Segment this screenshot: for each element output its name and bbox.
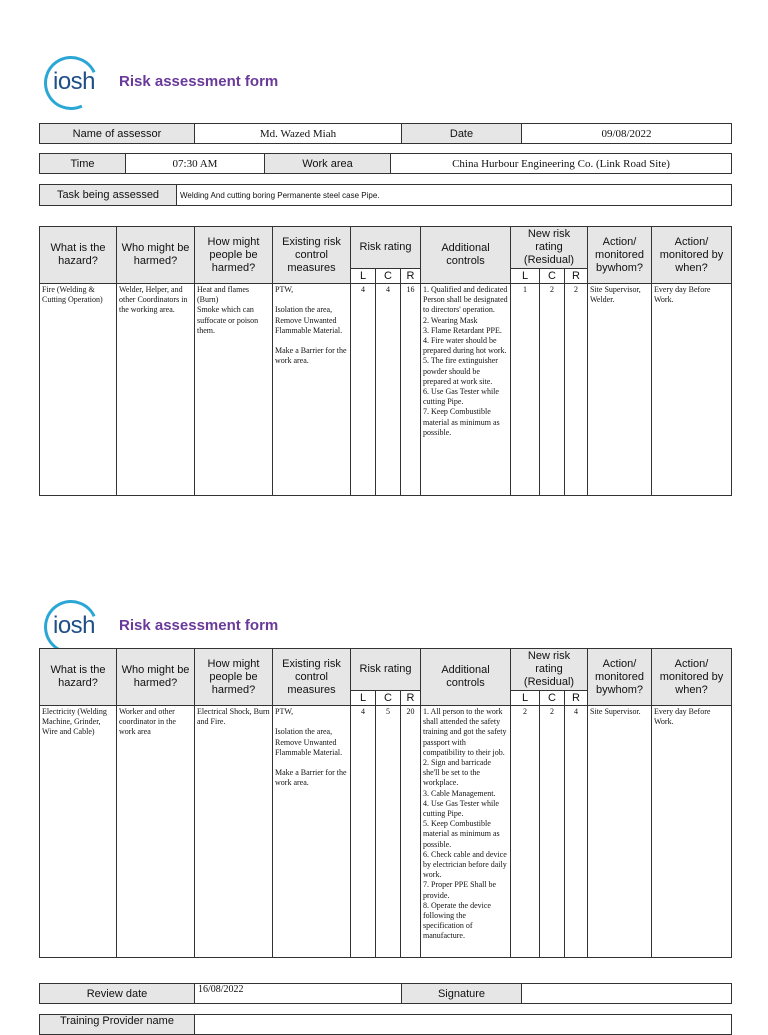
col-r: R	[401, 691, 421, 706]
assessor-table	[39, 123, 732, 144]
col-new-l: L	[511, 269, 540, 284]
how-cell: Heat and flames (Burn) Smoke which can suffocate or poison them.	[195, 284, 273, 496]
action-when-cell: Every day Before Work.	[652, 706, 732, 958]
logo-text: iosh	[53, 612, 96, 639]
training-label: Training Provider name	[40, 1015, 195, 1035]
new-r-cell: 2	[565, 284, 588, 496]
new-r-cell: 4	[565, 706, 588, 958]
assessor-value[interactable]: Md. Wazed Miah	[195, 124, 402, 144]
how-cell: Electrical Shock, Burn and Fire.	[195, 706, 273, 958]
action-by-cell: Site Supervisor, Welder.	[588, 284, 652, 496]
col-how: How might people be harmed?	[195, 227, 273, 284]
training-value[interactable]	[195, 1015, 732, 1035]
date-label: Date	[402, 124, 522, 144]
action-by-cell: Site Supervisor.	[588, 706, 652, 958]
col-who: Who might be harmed?	[117, 227, 195, 284]
signature-value[interactable]	[522, 984, 732, 1004]
additional-cell: 1. All person to the work shall attended the safety training and got the safety passport with compatibility to their job. 2. Sign and barricade she'll be set to the workplace. 3. Cable Management. 4. Use Gas Tester while cutting Pipe. 5. Keep Combustible material as minimum as possible. 6. Check cable and device by electrician before daily work. 7. Proper PPE Shall be provide. 8. Operate the device following the specification of manufacture.	[421, 706, 511, 958]
new-c-cell: 2	[540, 706, 565, 958]
col-how: How might people be harmed?	[195, 649, 273, 706]
col-c: C	[376, 691, 401, 706]
l-cell: 4	[351, 284, 376, 496]
col-existing: Existing risk control measures	[273, 649, 351, 706]
col-existing: Existing risk control measures	[273, 227, 351, 284]
work-area-label: Work area	[265, 154, 391, 174]
new-c-cell: 2	[540, 284, 565, 496]
col-new-c: C	[540, 269, 565, 284]
action-when-cell: Every day Before Work.	[652, 284, 732, 496]
col-hazard: What is the hazard?	[40, 227, 117, 284]
new-l-cell: 1	[511, 284, 540, 496]
time-label: Time	[40, 154, 126, 174]
assessor-label: Name of assessor	[40, 124, 195, 144]
l-cell: 4	[351, 706, 376, 958]
hazard-cell: Electricity (Welding Machine, Grinder, Wire and Cable)	[40, 706, 117, 958]
col-additional: Additional controls	[421, 649, 511, 706]
review-value[interactable]: 16/08/2022	[195, 984, 402, 1004]
col-new-r: R	[565, 269, 588, 284]
work-area-value[interactable]: China Hurbour Engineering Co. (Link Road Site)	[391, 154, 732, 174]
col-l: L	[351, 269, 376, 284]
review-label: Review date	[40, 984, 195, 1004]
col-action-by: Action/ monitored bywhom?	[588, 227, 652, 284]
col-new-c: C	[540, 691, 565, 706]
task-table	[39, 184, 732, 206]
existing-cell: PTW, Isolation the area, Remove Unwanted Flammable Material. Make a Barrier for the work area.	[273, 706, 351, 958]
c-cell: 4	[376, 284, 401, 496]
col-risk-rating: Risk rating	[351, 649, 421, 691]
r-cell: 16	[401, 284, 421, 496]
col-r: R	[401, 269, 421, 284]
risk-table-2	[39, 648, 732, 958]
form-title: Risk assessment form	[119, 73, 279, 90]
table-row	[40, 284, 732, 496]
existing-cell: PTW, Isolation the area, Remove Unwanted Flammable Material. Make a Barrier for the work area.	[273, 284, 351, 496]
iosh-logo	[44, 56, 104, 112]
signature-label: Signature	[402, 984, 522, 1004]
col-new-r: R	[565, 691, 588, 706]
time-table	[39, 153, 732, 174]
additional-cell: 1. Qualified and dedicated Person shall be designated to directors' operation. 2. Wearing Mask 3. Flame Retardant PPE. 4. Fire water should be prepared during hot work. 5. The fire extinguisher powder should be prepared at work site. 6. Use Gas Tester while cutting Pipe. 7. Keep Combustible material as minimum as possible.	[421, 284, 511, 496]
col-action-when: Action/ monitored by when?	[652, 227, 732, 284]
col-who: Who might be harmed?	[117, 649, 195, 706]
new-l-cell: 2	[511, 706, 540, 958]
col-new-risk: New risk rating (Residual)	[511, 649, 588, 691]
c-cell: 5	[376, 706, 401, 958]
time-value[interactable]: 07:30 AM	[126, 154, 265, 174]
col-l: L	[351, 691, 376, 706]
review-table	[39, 983, 732, 1004]
who-cell: Welder, Helper, and other Coordinators in the working area.	[117, 284, 195, 496]
task-label: Task being assessed	[40, 185, 177, 206]
col-action-by: Action/ monitored bywhom?	[588, 649, 652, 706]
col-c: C	[376, 269, 401, 284]
risk-table-1	[39, 226, 732, 496]
hazard-cell: Fire (Welding & Cutting Operation)	[40, 284, 117, 496]
r-cell: 20	[401, 706, 421, 958]
col-additional: Additional controls	[421, 227, 511, 284]
training-table	[39, 1014, 732, 1035]
col-new-risk: New risk rating (Residual)	[511, 227, 588, 269]
form-title-2: Risk assessment form	[119, 617, 279, 634]
col-hazard: What is the hazard?	[40, 649, 117, 706]
table-row	[40, 706, 732, 958]
col-new-l: L	[511, 691, 540, 706]
logo-text: iosh	[53, 68, 96, 95]
who-cell: Worker and other coordinator in the work area	[117, 706, 195, 958]
col-action-when: Action/ monitored by when?	[652, 649, 732, 706]
date-value[interactable]: 09/08/2022	[522, 124, 732, 144]
col-risk-rating: Risk rating	[351, 227, 421, 269]
task-value[interactable]: Welding And cutting boring Permanente steel case Pipe.	[177, 185, 732, 206]
